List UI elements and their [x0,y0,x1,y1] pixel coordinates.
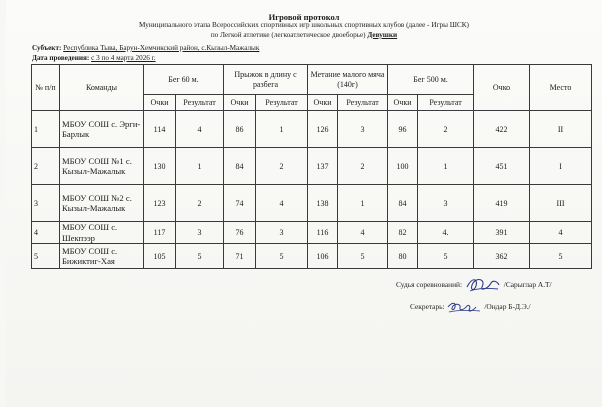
table-row [32,244,592,269]
table-row [32,111,592,148]
header-place: Место [530,65,592,111]
subheader-points: Очки [388,95,418,111]
team-name: МБОУ СОШ с. Эрги-Барлык [60,111,144,148]
team-name: МБОУ СОШ №1 с. Кызыл-Мажалык [60,148,144,185]
run500-result: 5 [418,244,474,269]
header-team: Команды [60,65,144,111]
subject-line [32,44,259,53]
jump-points: 84 [224,148,256,185]
run60-result: 2 [176,185,224,222]
total-score: 391 [474,222,530,244]
jump-result: 3 [256,222,308,244]
jump-points: 74 [224,185,256,222]
jump-result: 4 [256,185,308,222]
judge-signature-icon [464,275,502,295]
date-value: с 3 по 4 марта 2026 г. [91,54,156,62]
run500-result: 2 [418,111,474,148]
secretary-signature-icon [446,298,482,316]
header-score: Очко [474,65,530,111]
run500-points: 96 [388,111,418,148]
place: 5 [530,244,592,269]
total-score: 419 [474,185,530,222]
run500-points: 84 [388,185,418,222]
secretary-name: /Ондар Б-Д.Э./ [484,301,531,311]
secretary-signature-line [410,298,602,316]
run60-points: 105 [144,244,176,269]
run60-result: 5 [176,244,224,269]
throw-result: 1 [338,185,388,222]
subheader-result: Результат [176,95,224,111]
table-row [32,148,592,185]
judge-signature-line [396,275,602,295]
run500-points: 82 [388,222,418,244]
date-line [32,54,156,63]
subheader-result: Результат [338,95,388,111]
jump-result: 1 [256,111,308,148]
throw-result: 4 [338,222,388,244]
place: 4 [530,222,592,244]
run500-result: 4. [418,222,474,244]
jump-points: 71 [224,244,256,269]
row-number: 3 [32,185,60,222]
run500-points: 80 [388,244,418,269]
jump-points: 76 [224,222,256,244]
team-name: МБОУ СОШ с. Шекпээр [60,222,144,244]
subheader-points: Очки [224,95,256,111]
total-score: 451 [474,148,530,185]
total-score: 362 [474,244,530,269]
date-label: Дата проведения: [32,54,90,62]
subject-label: Субъект: [32,44,62,52]
throw-points: 137 [308,148,338,185]
row-number: 5 [32,244,60,269]
subheader-points: Очки [144,95,176,111]
row-number: 1 [32,111,60,148]
judge-label: Судья соревнований: [396,279,463,289]
run60-result: 3 [176,222,224,244]
row-number: 4 [32,222,60,244]
header-run60: Бег 60 м. [144,65,224,95]
category-label: Девушки [367,31,398,39]
subheader-result: Результат [418,95,474,111]
run60-result: 1 [176,148,224,185]
place: I [530,148,592,185]
run60-points: 123 [144,185,176,222]
total-score: 422 [474,111,530,148]
table-row [32,185,592,222]
subject-value: Республика Тыва, Барун-Хемчикский район, с.Кызыл-Мажалык [63,44,260,52]
header-run500: Бег 500 м. [388,65,474,95]
jump-result: 5 [256,244,308,269]
throw-points: 126 [308,111,338,148]
judge-name: /Сарыглар А.Т/ [503,279,552,289]
results-table [31,64,592,269]
discipline-text: по Легкой атлетике (легкоатлетическое двоеборье) [210,31,366,39]
throw-points: 116 [308,222,338,244]
throw-result: 5 [338,244,388,269]
throw-points: 138 [308,185,338,222]
place: III [530,185,592,222]
table-row [32,222,592,244]
subheader-points: Очки [308,95,338,111]
document-subtitle: Муниципального этапа Всероссийских спортивных игр школьных спортивных клубов (далее - Игры ШСК) [139,21,469,29]
throw-result: 3 [338,111,388,148]
run60-points: 114 [144,111,176,148]
discipline-line [6,31,602,40]
team-name: МБОУ СОШ №2 с. Кызыл-Мажалык [60,185,144,222]
run60-points: 117 [144,222,176,244]
secretary-label: Секретарь: [410,301,445,311]
header-num: № п/п [32,65,60,111]
throw-result: 2 [338,148,388,185]
document-title: Игровой протокол [268,12,340,22]
header-throw: Метание малого мяча (140г) [308,65,388,95]
place: II [530,111,592,148]
header-jump: Прыжок в длину с разбега [224,65,308,95]
team-name: МБОУ СОШ с. Бижиктиг-Хая [60,244,144,269]
jump-points: 86 [224,111,256,148]
run500-result: 1 [418,148,474,185]
run60-points: 130 [144,148,176,185]
jump-result: 2 [256,148,308,185]
run60-result: 4 [176,111,224,148]
protocol-sheet [6,0,602,407]
row-number: 2 [32,148,60,185]
subheader-result: Результат [256,95,308,111]
throw-points: 106 [308,244,338,269]
run500-result: 3 [418,185,474,222]
run500-points: 100 [388,148,418,185]
